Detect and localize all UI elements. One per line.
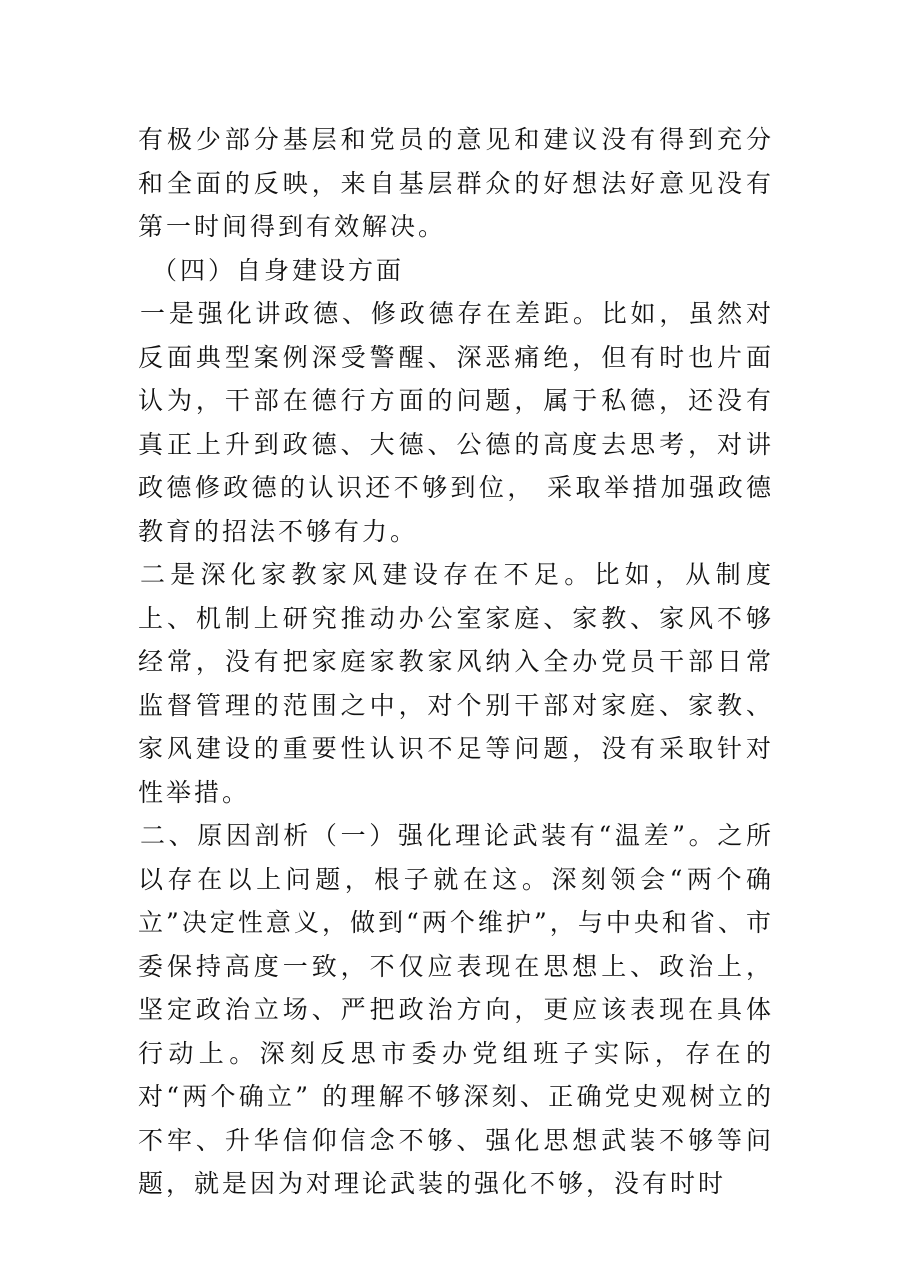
section-heading-self-building: （四）自身建设方面	[152, 255, 405, 285]
paragraph-cause-analysis: 二、原因剖析（一）强化理论武装有“温差”。之所以存在以上问题，根子就在这。深刻领会“两个确立”决定性意义，做到“两个维护”，与中央和省、市委保持高度一致，不仅应表现在思想上、政治上，坚定政治立场、严把政治方向，更应该表现在具体行动上。深刻反思市委办党组班子实际，存在的对“两个确立” 的理解不够深刻、正确党史观树立的不牢、升华信仰信念不够、强化思想武装不够等问题，就是因为对理论武装的强化不够，没有时时	[138, 821, 774, 1198]
paragraph-political-ethics: 一是强化讲政德、修政德存在差距。比如，虽然对反面典型案例深受警醒、深恶痛绝，但有时也片面认为，干部在德行方面的问题，属于私德，还没有真正上升到政德、大德、公德的高度去思考，对讲政德修政德的认识还不够到位， 采取举措加强政德教育的招法不够有力。	[138, 299, 774, 546]
document-body	[138, 118, 774, 1206]
paragraph-family-tradition: 二是深化家教家风建设存在不足。比如，从制度上、机制上研究推动办公室家庭、家教、家风不够经常，没有把家庭家教家风纳入全办党员干部日常监督管理的范围之中，对个别干部对家庭、家教、家风建设的重要性认识不足等问题，没有采取针对性举措。	[138, 560, 774, 807]
paragraph-continuation: 有极少部分基层和党员的意见和建议没有得到充分和全面的反映，来自基层群众的好想法好意见没有第一时间得到有效解决。	[138, 125, 774, 241]
